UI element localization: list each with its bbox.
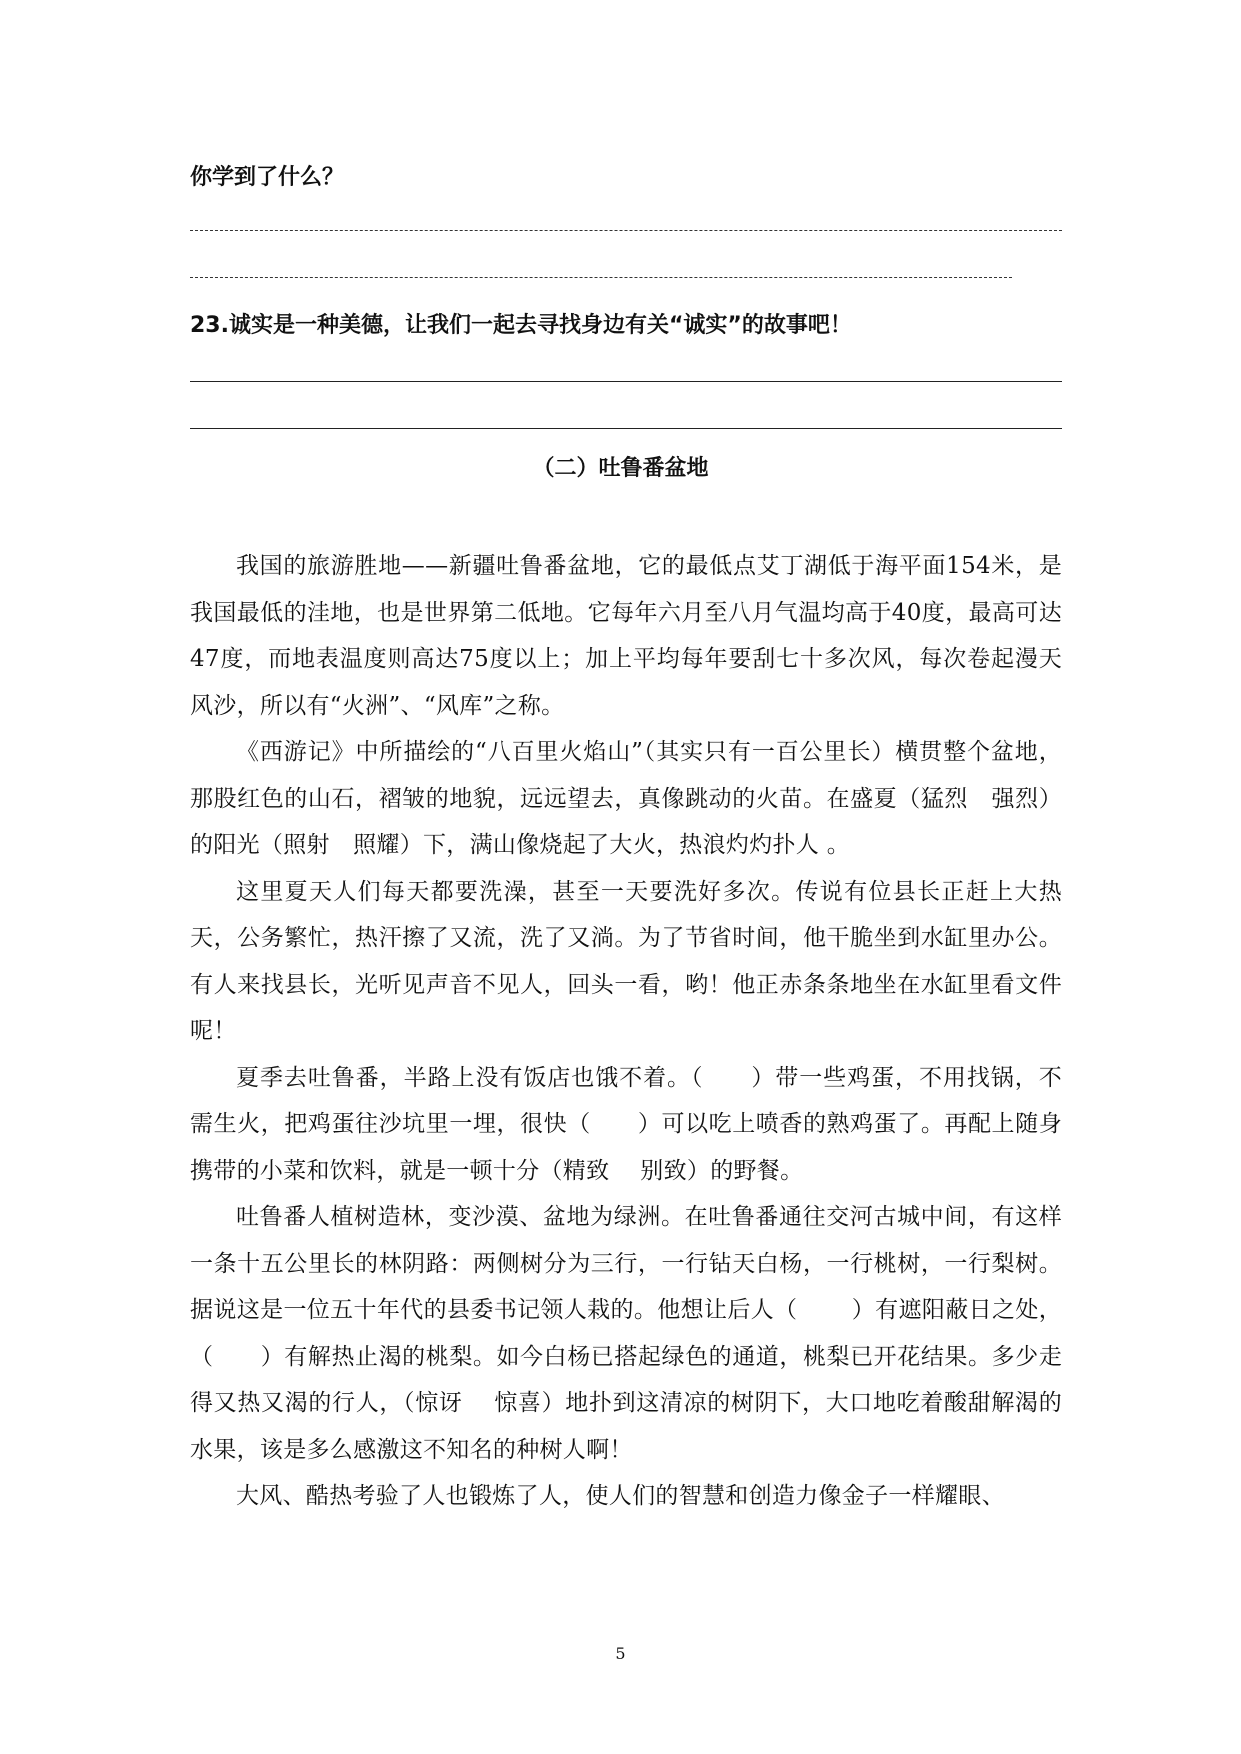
paragraph-6: 大风、酷热考验了人也锻炼了人，使人们的智慧和创造力像金子一样耀眼、 [236, 1483, 1005, 1509]
passage-body [190, 543, 1062, 1520]
section-title: （二）吐鲁番盆地 [532, 456, 709, 481]
answer-line-1 [190, 230, 1062, 231]
question-22-prompt: 你学到了什么？ [190, 165, 345, 190]
question-23-prompt: 23.诚实是一种美德，让我们一起去寻找身边有关“诚实”的故事吧！ [190, 313, 852, 338]
paragraph-5: 吐鲁番人植树造林，变沙漠、盆地为绿洲。在吐鲁番通往交河古城中间，有这样一条十五公里长的林阴路：两侧树分为三行，一行钻天白杨，一行桃树，一行梨树。据说这是一位五十年代的县委书记领人栽的。他想让后人（ ）有遮阳蔽日之处，（ ）有解热止渴的桃梨。如今白杨已搭起绿色的通道，桃梨已开花结果。多少走得又热又渴的行人，（惊讶 惊喜）地扑到这清凉的树阴下，大口地吃着酸甜解渴的水果，该是多么感激这不知名的种树人啊！ [190, 1204, 1062, 1463]
paragraph-3: 这里夏天人们每天都要洗澡，甚至一天要洗好多次。传说有位县长正赶上大热天，公务繁忙，热汗擦了又流，洗了又淌。为了节省时间，他干脆坐到水缸里办公。有人来找县长，光听见声音不见人，回头一看，哟！他正赤条条地坐在水缸里看文件呢！ [190, 878, 1062, 1044]
page-number: 5 [615, 1644, 626, 1663]
paragraph-4: 夏季去吐鲁番，半路上没有饭店也饿不着。（ ）带一些鸡蛋，不用找锅，不需生火，把鸡蛋往沙坑里一埋，很快（ ）可以吃上喷香的熟鸡蛋了。再配上随身携带的小菜和饮料，就是一顿十分（精致 别致）的野餐。 [190, 1064, 1062, 1184]
answer-line-4 [190, 428, 1062, 429]
paragraph-1: 我国的旅游胜地——新疆吐鲁番盆地，它的最低点艾丁湖低于海平面154米，是我国最低的洼地，也是世界第二低地。它每年六月至八月气温均高于40度，最高可达47度，而地表温度则高达75度以上；加上平均每年要刮七十多次风，每次卷起漫天风沙，所以有“火洲”、“风库”之称。 [190, 553, 1062, 719]
answer-line-2 [190, 277, 1012, 278]
paragraph-2: 《西游记》中所描绘的“八百里火焰山”（其实只有一百公里长）横贯整个盆地，那股红色的山石，褶皱的地貌，远远望去，真像跳动的火苗。在盛夏（猛烈 强烈）的阳光（照射 照耀）下，满山像烧起了大火，热浪灼灼扑人 。 [190, 739, 1062, 858]
answer-line-3 [190, 381, 1062, 382]
